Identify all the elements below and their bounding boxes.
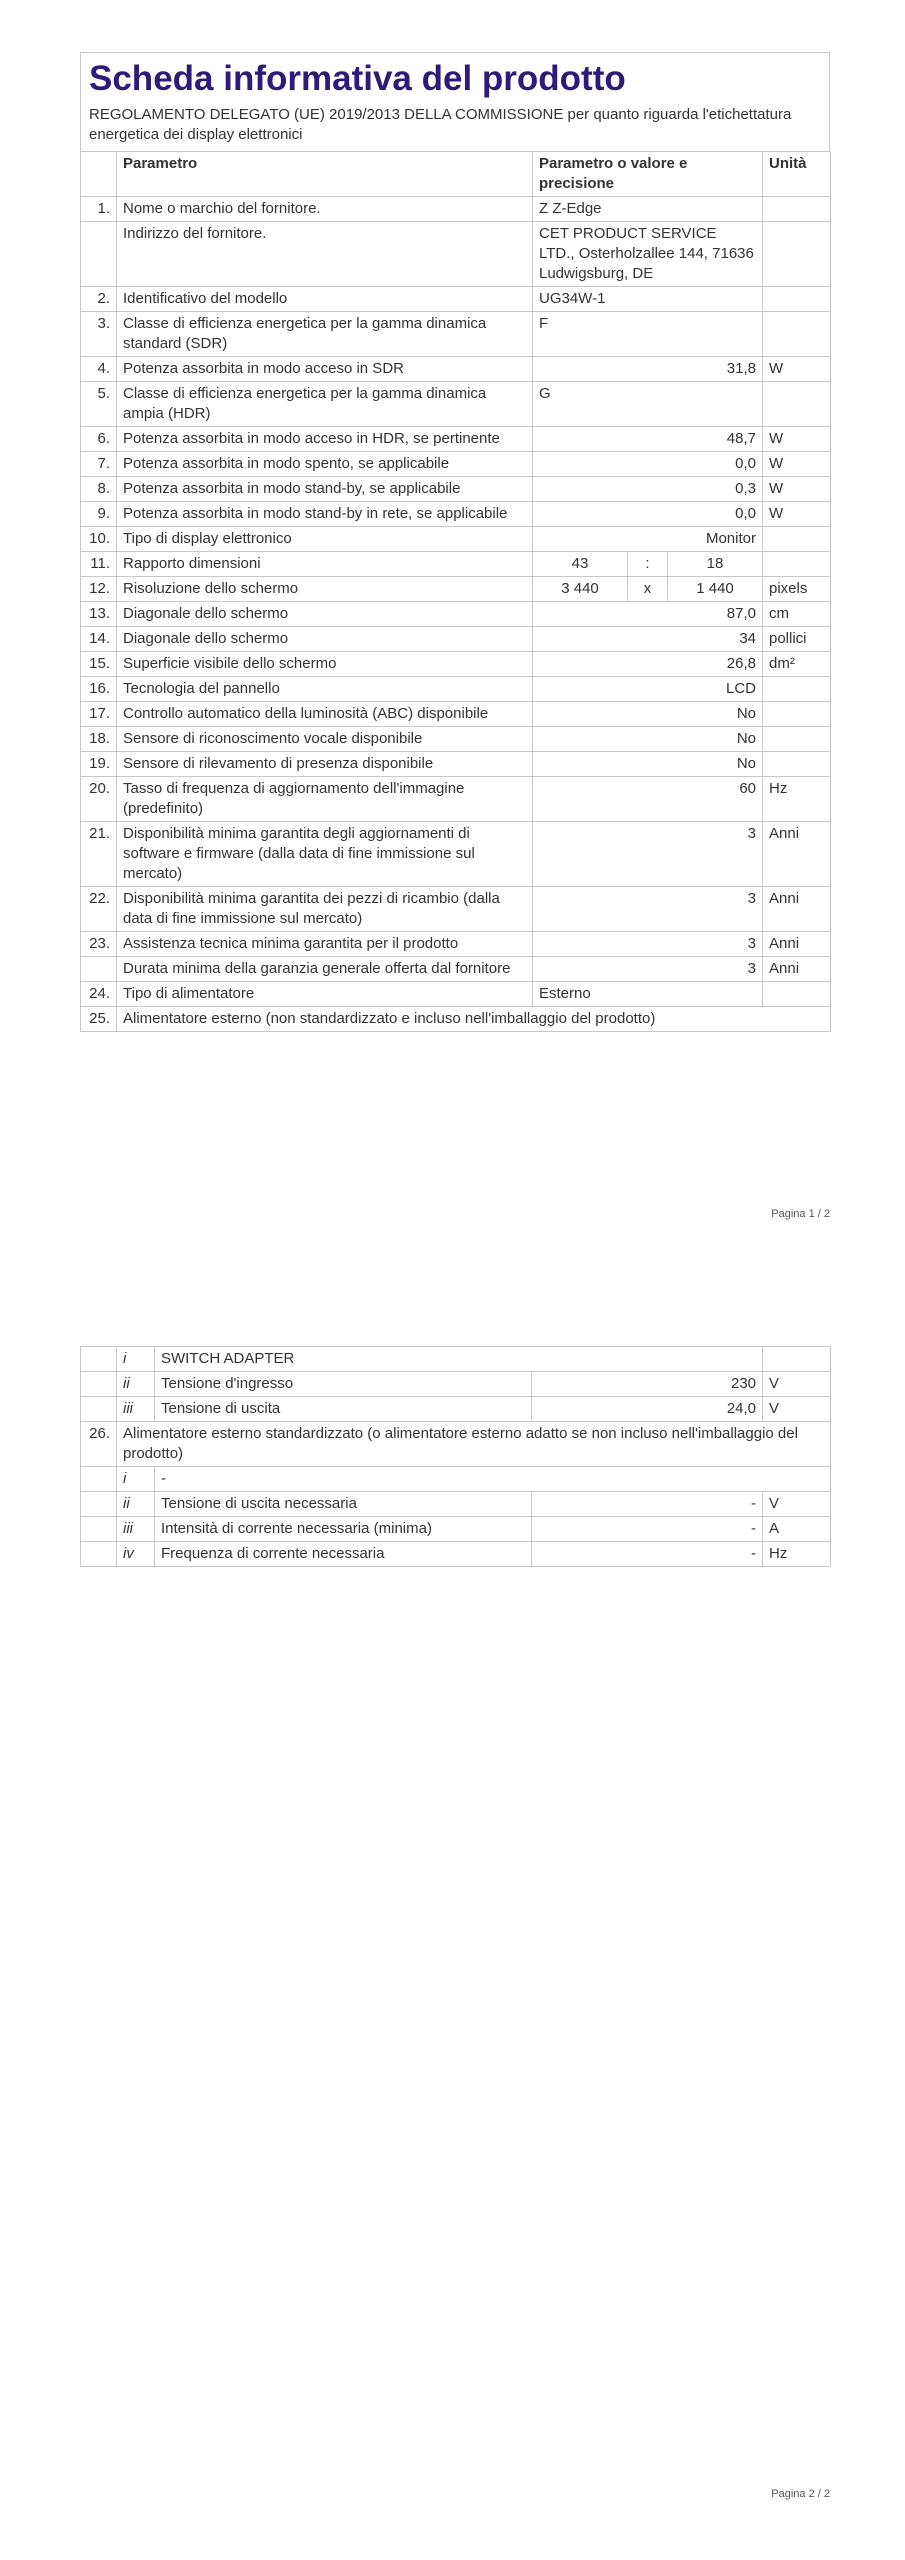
row-label: Diagonale dello schermo	[117, 602, 533, 627]
row-unit: V	[763, 1372, 831, 1397]
header-box	[80, 52, 830, 151]
row-value: G	[533, 382, 763, 427]
table-row	[81, 982, 831, 1007]
row-unit: Hz	[763, 1542, 831, 1567]
row-number: 7.	[81, 452, 117, 477]
row-roman: iv	[117, 1542, 155, 1567]
row-number: 10.	[81, 527, 117, 552]
row-value: LCD	[533, 677, 763, 702]
table-row	[81, 957, 831, 982]
row-number: 1.	[81, 197, 117, 222]
ratio-separator: :	[628, 552, 668, 577]
row-label: Tensione d'ingresso	[155, 1372, 532, 1397]
table-row	[81, 627, 831, 652]
table-header	[81, 152, 831, 197]
row-number: 14.	[81, 627, 117, 652]
table-row	[81, 1542, 831, 1567]
table-row	[81, 1517, 831, 1542]
row-label: Tasso di frequenza di aggiornamento dell'immagine (predefinito)	[117, 777, 533, 822]
row-value: 60	[533, 777, 763, 822]
table-row	[81, 702, 831, 727]
table-row	[81, 1492, 831, 1517]
row-label: Tipo di display elettronico	[117, 527, 533, 552]
table-row	[81, 222, 831, 287]
ratio-width: 43	[533, 552, 628, 577]
row-unit: pollici	[763, 627, 831, 652]
table-row	[81, 1422, 831, 1467]
row-roman: i	[117, 1347, 155, 1372]
row-value: 230	[532, 1372, 763, 1397]
row-number: 18.	[81, 727, 117, 752]
row-unit: W	[763, 477, 831, 502]
product-info-table	[80, 151, 831, 1032]
row-number: 20.	[81, 777, 117, 822]
row-label: Potenza assorbita in modo stand-by, se applicabile	[117, 477, 533, 502]
row-value: -	[532, 1517, 763, 1542]
row-unit: V	[763, 1397, 831, 1422]
row-unit: W	[763, 357, 831, 382]
page-2-footer: Pagina 2 / 2	[771, 2488, 830, 2500]
row-unit	[763, 197, 831, 222]
row-value: 0,0	[533, 502, 763, 527]
row-unit: Anni	[763, 932, 831, 957]
row-number: 15.	[81, 652, 117, 677]
table-row	[81, 602, 831, 627]
row-value: UG34W-1	[533, 287, 763, 312]
row-number: 22.	[81, 887, 117, 932]
row-unit: A	[763, 1517, 831, 1542]
row-number: 13.	[81, 602, 117, 627]
row-label: Indirizzo del fornitore.	[117, 222, 533, 287]
row-label: Tecnologia del pannello	[117, 677, 533, 702]
table-row	[81, 312, 831, 357]
row-number: 23.	[81, 932, 117, 957]
row-value: 48,7	[533, 427, 763, 452]
row-label: Superficie visibile dello schermo	[117, 652, 533, 677]
row-number: 6.	[81, 427, 117, 452]
row-roman: ii	[117, 1372, 155, 1397]
row-label: Controllo automatico della luminosità (ABC) disponibile	[117, 702, 533, 727]
row-unit: pixels	[763, 577, 831, 602]
row-number: 4.	[81, 357, 117, 382]
row-number: 17.	[81, 702, 117, 727]
table-row	[81, 822, 831, 887]
row-unit: W	[763, 427, 831, 452]
table-row	[81, 1372, 831, 1397]
table-row	[81, 887, 831, 932]
row-label: Potenza assorbita in modo acceso in HDR, se pertinente	[117, 427, 533, 452]
row-value: 26,8	[533, 652, 763, 677]
row-roman: ii	[117, 1492, 155, 1517]
row-value: 3	[533, 887, 763, 932]
row-unit: W	[763, 452, 831, 477]
ratio-height: 18	[668, 552, 763, 577]
table-row	[81, 777, 831, 822]
row-number: 24.	[81, 982, 117, 1007]
row-label: -	[155, 1467, 831, 1492]
table-row	[81, 502, 831, 527]
row-value: 0,3	[533, 477, 763, 502]
row-number: 26.	[81, 1422, 117, 1467]
regulation-subtitle: REGOLAMENTO DELEGATO (UE) 2019/2013 DELLA COMMISSIONE per quanto riguarda l'etichettatura energetica dei display elettronici	[89, 106, 792, 143]
row-number: 9.	[81, 502, 117, 527]
page-title: Scheda informativa del prodotto	[89, 59, 626, 98]
row-label: Tensione di uscita	[155, 1397, 532, 1422]
page-1-footer: Pagina 1 / 2	[771, 1208, 830, 1220]
table-row	[81, 552, 831, 577]
row-value: 34	[533, 627, 763, 652]
row-value: -	[532, 1542, 763, 1567]
table-row	[81, 1397, 831, 1422]
table-row	[81, 932, 831, 957]
row-label: Assistenza tecnica minima garantita per il prodotto	[117, 932, 533, 957]
row-value: Monitor	[533, 527, 763, 552]
row-label: SWITCH ADAPTER	[155, 1347, 763, 1372]
row-value: Z Z-Edge	[533, 197, 763, 222]
row-label: Classe di efficienza energetica per la gamma dinamica standard (SDR)	[117, 312, 533, 357]
table-row	[81, 1347, 831, 1372]
row-number: 12.	[81, 577, 117, 602]
row-value: 87,0	[533, 602, 763, 627]
row-label: Diagonale dello schermo	[117, 627, 533, 652]
row-number: 2.	[81, 287, 117, 312]
row-value: No	[533, 727, 763, 752]
table-row	[81, 652, 831, 677]
table-row	[81, 752, 831, 777]
table-row	[81, 357, 831, 382]
row-number: 5.	[81, 382, 117, 427]
header-param: Parametro	[117, 152, 533, 197]
table-row	[81, 1007, 831, 1032]
row-number: 3.	[81, 312, 117, 357]
header-value: Parametro o valore e precisione	[533, 152, 763, 197]
row-label: Sensore di rilevamento di presenza disponibile	[117, 752, 533, 777]
row-value: Esterno	[533, 982, 763, 1007]
row-value: No	[533, 752, 763, 777]
table-row	[81, 427, 831, 452]
row-label: Potenza assorbita in modo acceso in SDR	[117, 357, 533, 382]
row-value: F	[533, 312, 763, 357]
row-roman: iii	[117, 1397, 155, 1422]
row-value: 31,8	[533, 357, 763, 382]
row-roman: iii	[117, 1517, 155, 1542]
row-label: Nome o marchio del fornitore.	[117, 197, 533, 222]
row-unit: W	[763, 502, 831, 527]
row-label: Alimentatore esterno (non standardizzato e incluso nell'imballaggio del prodotto)	[117, 1007, 831, 1032]
row-label: Classe di efficienza energetica per la gamma dinamica ampia (HDR)	[117, 382, 533, 427]
row-label: Alimentatore esterno standardizzato (o alimentatore esterno adatto se non incluso nell'imballaggio del prodotto)	[117, 1422, 831, 1467]
row-roman: i	[117, 1467, 155, 1492]
row-label: Frequenza di corrente necessaria	[155, 1542, 532, 1567]
table-row	[81, 477, 831, 502]
row-value: 3	[533, 932, 763, 957]
row-label: Intensità di corrente necessaria (minima)	[155, 1517, 532, 1542]
resolution-separator: x	[628, 577, 668, 602]
row-label: Risoluzione dello schermo	[117, 577, 533, 602]
row-value: -	[532, 1492, 763, 1517]
table-row	[81, 727, 831, 752]
row-label: Sensore di riconoscimento vocale disponibile	[117, 727, 533, 752]
row-label: Durata minima della garanzia generale offerta dal fornitore	[117, 957, 533, 982]
product-info-table-continued	[80, 1346, 831, 1567]
row-label: Tipo di alimentatore	[117, 982, 533, 1007]
row-value: 3	[533, 957, 763, 982]
table-row	[81, 452, 831, 477]
resolution-width: 3 440	[533, 577, 628, 602]
table-row	[81, 577, 831, 602]
table-row	[81, 1467, 831, 1492]
table-row	[81, 287, 831, 312]
row-number: 21.	[81, 822, 117, 887]
row-number: 8.	[81, 477, 117, 502]
row-number: 16.	[81, 677, 117, 702]
page-1	[80, 52, 830, 1032]
row-value: 24,0	[532, 1397, 763, 1422]
row-unit: cm	[763, 602, 831, 627]
row-value: No	[533, 702, 763, 727]
row-number: 19.	[81, 752, 117, 777]
row-label: Potenza assorbita in modo stand-by in rete, se applicabile	[117, 502, 533, 527]
row-unit: Hz	[763, 777, 831, 822]
table-row	[81, 677, 831, 702]
row-unit: V	[763, 1492, 831, 1517]
page-2	[80, 1346, 830, 1567]
row-value: CET PRODUCT SERVICE LTD., Osterholzallee 144, 71636 Ludwigsburg, DE	[533, 222, 763, 287]
row-value: 0,0	[533, 452, 763, 477]
row-label: Disponibilità minima garantita degli aggiornamenti di software e firmware (dalla data di fine immissione sul mercato)	[117, 822, 533, 887]
resolution-height: 1 440	[668, 577, 763, 602]
row-label: Tensione di uscita necessaria	[155, 1492, 532, 1517]
row-unit: dm²	[763, 652, 831, 677]
table-row	[81, 527, 831, 552]
table-row	[81, 382, 831, 427]
row-unit: Anni	[763, 957, 831, 982]
row-number: 25.	[81, 1007, 117, 1032]
row-unit: Anni	[763, 887, 831, 932]
row-label: Rapporto dimensioni	[117, 552, 533, 577]
header-unit: Unità	[763, 152, 831, 197]
row-label: Identificativo del modello	[117, 287, 533, 312]
row-unit: Anni	[763, 822, 831, 887]
table-row	[81, 197, 831, 222]
row-label: Potenza assorbita in modo spento, se applicabile	[117, 452, 533, 477]
row-value: 3	[533, 822, 763, 887]
row-label: Disponibilità minima garantita dei pezzi di ricambio (dalla data di fine immissione sul mercato)	[117, 887, 533, 932]
row-number: 11.	[81, 552, 117, 577]
